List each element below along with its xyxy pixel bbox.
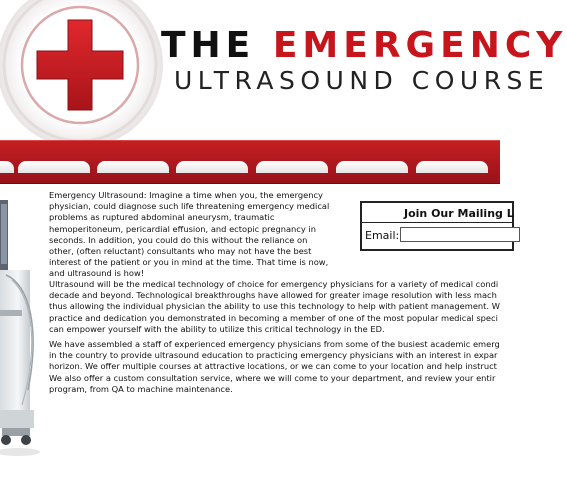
nav-tab-5[interactable]: [256, 161, 328, 173]
text-line: Ultrasound will be the medical technology of choice for emergency physicians for a variety of medical condi: [49, 279, 499, 289]
text-line: We also offer a custom consultation service, where we will come to your department, and review your entir: [49, 372, 496, 383]
mailing-list-title: Join Our Mailing L: [404, 207, 514, 220]
paragraph-staff: [49, 339, 509, 395]
text-line: in the country to provide ultrasound education to practicing emergency physicians with an interest in expar: [49, 350, 498, 361]
text-line: can empower yourself with the ability to utilize this critical technology in the ED.: [49, 323, 385, 334]
email-label: Email:: [365, 229, 400, 242]
paragraph-technology: [49, 279, 509, 335]
text-line: horizon. We offer multiple courses at attractive locations, or we can come to your location and help instruct: [49, 361, 497, 372]
main-nav-bar: [0, 140, 500, 184]
nav-tab-3[interactable]: [97, 161, 169, 173]
nav-tab-2[interactable]: [18, 161, 90, 173]
site-header: [0, 0, 567, 138]
red-cross-logo-icon: [0, 0, 162, 145]
site-title-emergency: EMERGENCY: [272, 25, 567, 66]
mailing-list-box: [360, 201, 514, 251]
text-line: program, from QA to machine maintenance.: [49, 383, 233, 394]
text-line: thus allowing the individual physician the ability to use this technology to help with patient management. W: [49, 301, 500, 312]
text-line: We have assembled a staff of experienced emergency physicians from some of the busiest academic emerg: [49, 339, 500, 349]
divider: [362, 222, 512, 223]
site-title: [161, 26, 567, 66]
text-line: practice and dedication you demonstrated in becoming a member of one of the most popular medical speci: [49, 312, 498, 323]
site-title-the: THE: [161, 25, 256, 66]
nav-tab-4[interactable]: [176, 161, 248, 173]
nav-tab-6[interactable]: [336, 161, 408, 173]
nav-tab-1[interactable]: [0, 161, 14, 173]
email-input[interactable]: [400, 227, 520, 242]
intro-paragraph: Emergency Ultrasound: Imagine a time when you, the emergency physician, could diagnose such life threatening emergency medical problems as ruptured abdominal aneurysm, traumatic hemoperitoneum, pericardial effusion, and ectopic pregnancy in seconds. In addition, you could do this without the reliance on other, (often reluctant) consultants who may not have the best interest of the patient or you in mind at the time. That time is now, and ultrasound is how!: [49, 190, 330, 279]
site-subtitle: ULTRASOUND COURSE: [174, 66, 550, 95]
ultrasound-machine-image: [0, 190, 48, 470]
nav-tab-7[interactable]: [416, 161, 488, 173]
text-line: decade and beyond. Technological breakthroughs have allowed for greater image resolution with less mach: [49, 290, 497, 301]
